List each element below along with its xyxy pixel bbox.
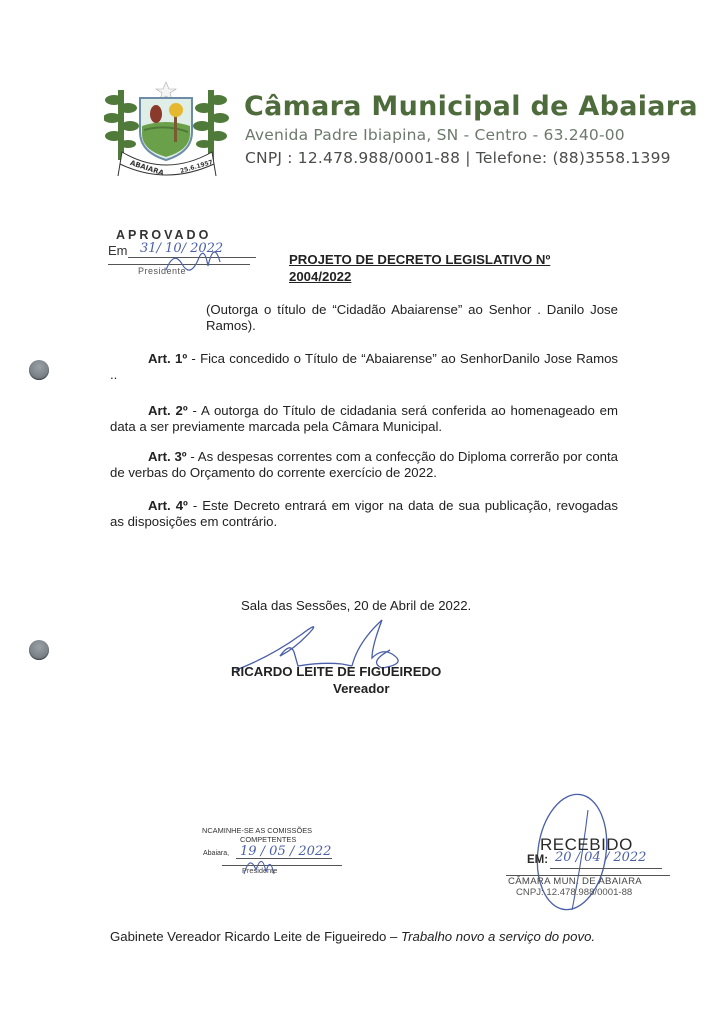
received-stamp-em-label: EM:: [527, 854, 549, 866]
divider: [550, 868, 662, 869]
corn-plant-left-icon: [104, 90, 139, 160]
article-3: [110, 449, 618, 482]
approved-stamp-role: Presidente: [138, 266, 187, 276]
institution-name: Câmara Municipal de Abaiara: [244, 91, 698, 122]
footer-motto: Trabalho novo a serviço do povo.: [401, 929, 596, 944]
signer-name: RICARDO LEITE DE FIGUEIREDO: [231, 664, 442, 679]
handwritten-signature: [232, 612, 422, 672]
forward-stamp-date: 19 / 05 / 2022: [240, 844, 332, 859]
approved-stamp: [108, 228, 258, 278]
signer-role: Vereador: [333, 681, 390, 696]
article-label: Art. 3º: [148, 449, 187, 464]
received-stamp-cnpj: CNPJ: 12.478.988/0001-88: [516, 887, 633, 898]
article-text: - Fica concedido o Título de “Abaiarense” ao SenhorDanilo Jose Ramos ..: [110, 351, 618, 383]
punch-hole: [29, 640, 49, 660]
forward-committees-stamp: [200, 826, 350, 878]
svg-text:ABAIARA: ABAIARA: [128, 158, 165, 178]
footer-note: [110, 929, 610, 945]
received-stamp-date: 20 / 04 / 2022: [555, 850, 647, 865]
article-text: - Este Decreto entrará em vigor na data de sua publicação, revogadas as disposições em contrário.: [110, 498, 618, 530]
approved-stamp-date: 31/ 10/ 2022: [140, 241, 224, 256]
place-and-date: Sala das Sessões, 20 de Abril de 2022.: [241, 598, 472, 613]
forward-stamp-line1: NCAMINHE-SE AS COMISSÕES: [202, 826, 313, 835]
municipal-crest-logo: [104, 80, 234, 180]
article-2: [110, 403, 618, 436]
received-stamp: [500, 790, 680, 915]
forward-signature-scribble: [240, 848, 280, 876]
approved-stamp-em-label: Em: [108, 243, 128, 258]
institution-cnpj-phone: CNPJ : 12.478.988/0001-88 | Telefone: (88)3558.1399: [245, 149, 671, 167]
corn-plant-right-icon: [193, 90, 229, 160]
received-stamp-org: CÂMARA MUN. DE ABAIARA: [508, 876, 643, 887]
approval-signature-scribble: [160, 236, 230, 274]
document-title: PROJETO DE DECRETO LEGISLATIVO Nº 2004/2022: [289, 252, 551, 284]
article-text: - A outorga do Título de cidadania será conferida ao homenageado em data a ser previamente marcada pela Câmara Municipal.: [110, 403, 618, 435]
forward-stamp-role: Presidente: [242, 866, 278, 875]
footer-text: Gabinete Vereador Ricardo Leite de Figueiredo –: [110, 929, 402, 944]
document-ementa: (Outorga o título de “Cidadão Abaiarense” ao Senhor . Danilo Jose Ramos).: [206, 302, 618, 334]
received-stamp-title: RECEBIDO: [540, 835, 633, 854]
svg-text:25.6.1957: 25.6.1957: [179, 158, 214, 175]
article-label: Art. 2º: [148, 403, 188, 418]
forward-stamp-city: Abaiara,: [203, 850, 230, 857]
punch-hole: [29, 360, 49, 380]
article-label: Art. 1º: [148, 351, 188, 366]
article-4: [110, 498, 618, 531]
article-1: [110, 351, 618, 384]
forward-stamp-line2: COMPETENTES: [240, 835, 297, 844]
article-label: Art. 4º: [148, 498, 188, 513]
article-text: - As despesas correntes com a confecção do Diploma correrão por conta de verbas do Orçamento do corrente exercício de 2022.: [110, 449, 618, 481]
approved-stamp-title: APROVADO: [116, 228, 212, 242]
institution-address: Avenida Padre Ibiapina, SN - Centro - 63.240-00: [245, 126, 625, 144]
